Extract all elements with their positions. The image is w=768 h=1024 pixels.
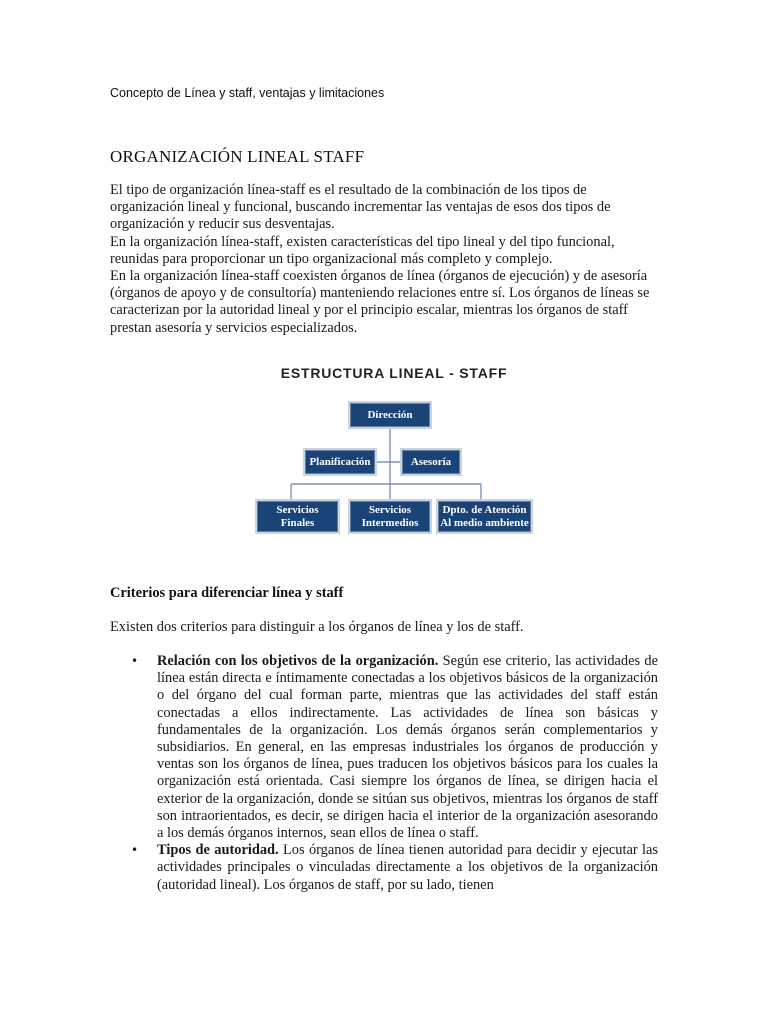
document-subtitle: Concepto de Línea y staff, ventajas y limitaciones [110,86,385,100]
org-box-servicios-intermedios [350,501,430,532]
org-box-planificacion [305,450,375,474]
org-box-label: Planificación [309,455,371,468]
section-heading: ORGANIZACIÓN LINEAL STAFF [110,147,365,166]
list-item-lead: Relación con los objetivos de la organización. [157,653,439,669]
org-box-atencion-ambiente [438,501,531,532]
org-box-label: Servicios [276,503,319,516]
org-box-label: Dpto. de Atención [442,503,527,516]
intro-paragraph: En la organización línea-staff coexisten órganos de línea (órganos de ejecución) y de asesoría (órganos de apoyo y de consultoría) manteniendo relaciones entre sí. Los órganos de líneas se caracterizan por la autoridad lineal y por el principio escalar, mientras los órganos de staff prestan asesoría y servicios especializados. [110,268,650,336]
org-box-asesoria [402,450,460,474]
org-box-sublabel: Finales [280,516,315,529]
criteria-list [110,653,658,894]
intro-paragraph: El tipo de organización línea-staff es el resultado de la combinación de los tipos de organización lineal y funcional, buscando incrementar las ventajas de esos dos tipos de organización y reducir sus desventajas. [110,182,611,233]
intro-paragraph: En la organización línea-staff, existen características del tipo lineal y del tipo funcional, reunidas para proporcionar un tipo organizacional más completo y complejo. [110,233,615,267]
org-box-label: Asesoría [410,455,452,468]
list-item-lead: Tipos de autoridad. [157,842,279,859]
org-box-label: Servicios [368,503,412,516]
list-item [110,842,658,894]
list-item [110,653,658,842]
org-box-sublabel: Al medio ambiente [440,516,529,529]
list-item-text: Los órganos de línea tienen autoridad para decidir y ejecutar las actividades principales o vinculadas directamente a los objetivos de la organización (autoridad lineal). Los órganos de staff, por su lado, tienen [157,842,658,893]
org-box-sublabel: Intermedios [361,516,419,529]
org-box-direccion [350,403,430,427]
org-chart [253,362,535,536]
criteria-intro: Existen dos criterios para distinguir a los órganos de línea y los de staff. [110,619,524,635]
org-box-servicios-finales [257,501,338,532]
org-box-label: Dirección [367,408,413,421]
criteria-heading: Criterios para diferenciar línea y staff [110,585,344,601]
org-chart-title: ESTRUCTURA LINEAL - STAFF [280,365,508,381]
intro-text [110,182,658,337]
list-item-text: Según ese criterio, las actividades de línea están directa e íntimamente conectadas a los objetivos básicos de la organización o del órgano del cual forman parte, mientras que las actividades del staff están conectadas a ellos indirectamente. Las actividades de línea son básicas y fundamentales de la organización. Los demás órganos serán complementarios y subsidiarios. En general, en las empresas industriales los órganos de producción y ventas son los órganos de línea, pues traducen los objetivos básicos para los cuales la organización está orientada. Casi siempre los órganos de línea, se dirigen hacia el exterior de la organización, donde se sitúan sus objetivos, mientras los órganos de staff son intraorientados, es decir, se dirigen hacia el interior de la organización asesorando a los demás órganos internos, sean ellos de línea o staff. [157,653,658,842]
